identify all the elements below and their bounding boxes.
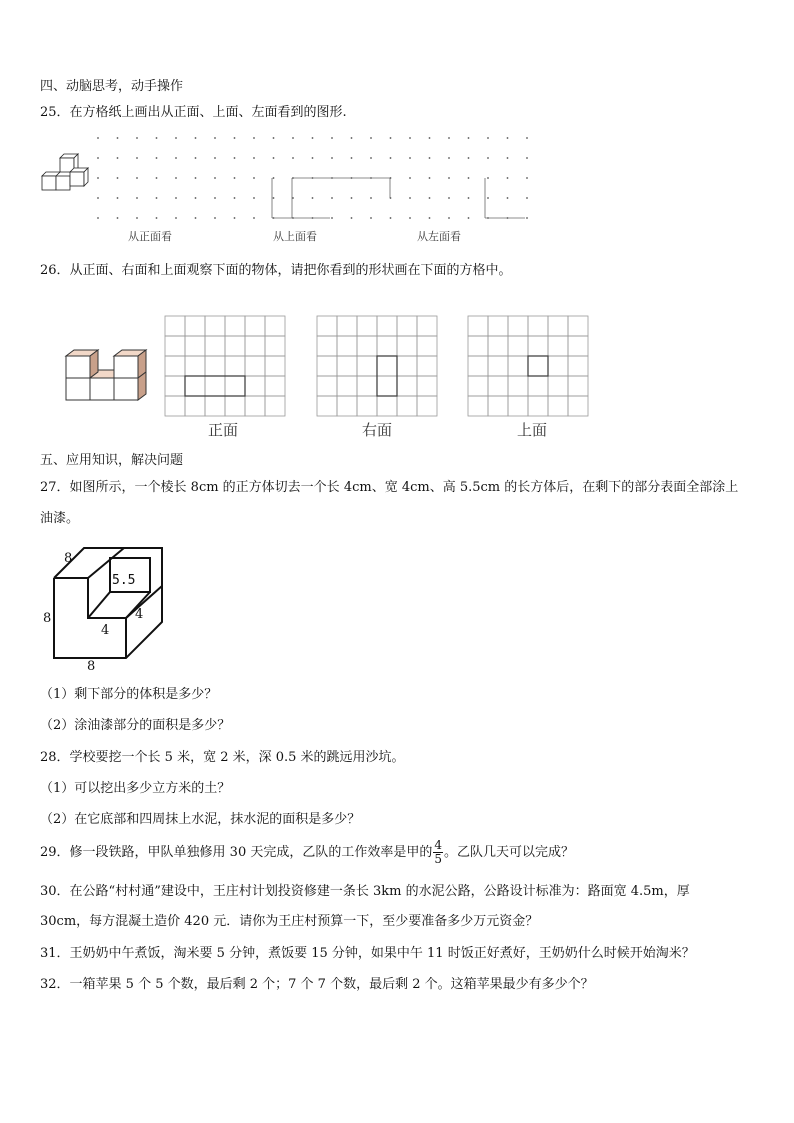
grid-cell [337,396,357,416]
grid-cell [568,336,588,356]
grid-dot [117,137,119,139]
q26-grid-top [468,316,588,416]
q26-caption-right: 右面 [362,421,393,439]
question-32: 32．一箱苹果 5 个 5 个数，最后剩 2 个；7 个 7 个数，最后剩 2 个。这箱苹果最少有多少个？ [40,977,594,992]
grid-cell [265,396,285,416]
q27-label-inner-height: 5.5 [112,573,136,588]
q27-cube-figure [40,542,180,672]
grid-dot [409,217,411,219]
grid-cell [488,396,508,416]
grid-cell [417,356,437,376]
grid-cell [397,316,417,336]
grid-dot [234,217,236,219]
grid-cell [417,336,437,356]
grid-dot [370,217,372,219]
grid-cell [317,316,337,336]
q27-label-inner-width: 4 [101,623,110,638]
grid-cell [548,376,568,396]
q25-caption-left: 从左面看 [417,230,461,243]
grid-cell [377,336,397,356]
grid-dot [468,217,470,219]
grid-cell [225,316,245,336]
grid-cell [568,376,588,396]
grid-cell [417,376,437,396]
grid-dot [351,157,353,159]
grid-dot [156,177,158,179]
grid-dot [448,137,450,139]
q27-label-inner-depth: 4 [135,607,144,622]
grid-cell [165,356,185,376]
grid-cell [508,316,528,336]
grid-mark [528,356,548,376]
grid-mark [185,376,245,396]
grid-dot [331,197,333,199]
grid-dot [312,197,314,199]
grid-cell [317,356,337,376]
grid-cell [265,316,285,336]
q26-figure [60,308,620,443]
grid-dot [448,177,450,179]
grid-dot [253,177,255,179]
grid-cell [185,356,205,376]
grid-dot [526,197,528,199]
grid-dot [370,157,372,159]
question-31: 31．王奶奶中午煮饭，淘米要 5 分钟，煮饭要 15 分钟，如果中午 11 时饭正好煮好，王奶奶什么时候开始淘米？ [40,946,695,961]
grid-cell [377,376,397,396]
question-25: 25．在方格纸上画出从正面、上面、左面看到的图形. [40,105,347,120]
grid-cell [508,356,528,376]
question-27-line2: 油漆。 [40,511,80,526]
question-27-line1: 27．如图所示，一个棱长 8cm 的正方体切去一个长 4cm、宽 4cm、高 5.5cm 的长方体后，在剩下的部分表面全部涂上 [40,480,739,495]
grid-cell [357,356,377,376]
grid-dot [429,137,431,139]
grid-dot [214,137,216,139]
grid-dot [292,137,294,139]
q27-label-left: 8 [43,611,52,626]
grid-cell [488,336,508,356]
grid-cell [357,336,377,356]
grid-dot [156,137,158,139]
grid-cell [488,316,508,336]
grid-dot [214,157,216,159]
grid-dot [507,177,509,179]
grid-cell [165,376,185,396]
question-29 [40,838,574,868]
grid-dot [156,217,158,219]
grid-dot [273,157,275,159]
question-27-sub1: （1）剩下部分的体积是多少？ [40,687,218,702]
grid-dot [468,197,470,199]
grid-cell [397,336,417,356]
grid-dot [97,137,99,139]
grid-dot [253,197,255,199]
grid-cell [245,336,265,356]
grid-dot [117,177,119,179]
grid-dot [195,137,197,139]
grid-cell [185,316,205,336]
grid-dot [526,137,528,139]
q26-caption-front: 正面 [208,421,239,439]
q25-caption-top: 从上面看 [273,230,317,243]
grid-dot [448,157,450,159]
q25-grid-marks [272,178,525,218]
fraction-four-fifths: $\frac{4}{5}$ [434,838,442,866]
question-28: 28．学校要挖一个长 5 米，宽 2 米，深 0.5 米的跳远用沙坑。 [40,750,405,765]
grid-cell [377,396,397,416]
q26-caption-top: 上面 [517,421,548,439]
grid-dot [273,177,275,179]
grid-cell [225,376,245,396]
grid-dot [351,197,353,199]
grid-dot [136,137,138,139]
grid-dot [292,157,294,159]
grid-cell [225,396,245,416]
grid-cell [377,356,397,376]
grid-dot [390,157,392,159]
grid-cell [205,396,225,416]
grid-cell [468,396,488,416]
grid-cell [488,376,508,396]
grid-cell [548,316,568,336]
grid-dot [97,157,99,159]
grid-dot [273,137,275,139]
grid-cell [568,396,588,416]
section-5-heading: 五、应用知识，解决问题 [40,453,184,468]
grid-dot [273,197,275,199]
grid-dot [487,157,489,159]
q26-block-object [66,350,146,400]
grid-dot [507,157,509,159]
grid-dot [409,197,411,199]
grid-cell [357,316,377,336]
grid-dot [487,197,489,199]
grid-dot [214,197,216,199]
grid-dot [175,197,177,199]
grid-dot [117,157,119,159]
grid-dot [175,137,177,139]
grid-dot [429,197,431,199]
grid-cell [488,356,508,376]
grid-dot [97,217,99,219]
grid-cell [337,336,357,356]
grid-dot [234,157,236,159]
grid-dot [429,217,431,219]
grid-cell [548,396,568,416]
grid-dot [136,177,138,179]
grid-cell [528,356,548,376]
grid-cell [185,336,205,356]
grid-dot [253,137,255,139]
grid-dot [370,137,372,139]
grid-dot [409,157,411,159]
grid-dot [234,137,236,139]
grid-cell [468,376,488,396]
grid-dot [195,177,197,179]
grid-dot [526,217,528,219]
grid-dot [175,217,177,219]
grid-cell [397,396,417,416]
grid-dot [526,177,528,179]
q26-grid-right [317,316,437,416]
question-29-text-before: 29．修一段铁路，甲队单独修用 30 天完成，乙队的工作效率是甲的 [40,845,433,860]
grid-cell [265,376,285,396]
grid-dot [175,157,177,159]
grid-dot [390,217,392,219]
grid-dot [409,177,411,179]
grid-cell [528,336,548,356]
grid-dot [117,217,119,219]
grid-dot [136,157,138,159]
grid-cell [568,316,588,336]
question-28-sub2: （2）在它底部和四周抹上水泥，抹水泥的面积是多少？ [40,812,361,827]
question-30-line2: 30cm，每方混凝土造价 420 元．请你为王庄村预算一下，至少要准备多少万元资金？ [40,914,539,929]
grid-cell [397,356,417,376]
grid-dot [526,157,528,159]
grid-dot [370,197,372,199]
grid-cell [468,356,488,376]
grid-cell [165,316,185,336]
section-4-heading: 四、动脑思考，动手操作 [40,79,184,94]
grid-dot [195,197,197,199]
grid-cell [337,316,357,336]
grid-cell [357,376,377,396]
grid-cell [265,356,285,376]
grid-cell [417,316,437,336]
grid-dot [429,157,431,159]
grid-dot [468,137,470,139]
grid-dot [487,177,489,179]
grid-cell [205,376,225,396]
q26-grid-front [165,316,285,416]
grid-cell [205,316,225,336]
grid-cell [245,356,265,376]
grid-cell [245,396,265,416]
grid-cell [245,376,265,396]
grid-dot [175,177,177,179]
grid-dot [234,177,236,179]
grid-cell [417,396,437,416]
grid-cell [528,396,548,416]
grid-dot [448,197,450,199]
grid-cell [165,336,185,356]
grid-dot [507,197,509,199]
grid-dot [468,177,470,179]
grid-dot [351,217,353,219]
grid-cell [468,316,488,336]
grid-cell [548,336,568,356]
grid-cell [397,376,417,396]
grid-dot [136,197,138,199]
grid-cell [508,376,528,396]
grid-cell [225,336,245,356]
grid-cell [548,356,568,376]
q25-cube-model [42,154,88,190]
grid-dot [351,137,353,139]
grid-dot [195,217,197,219]
q27-label-top: 8 [64,551,73,566]
grid-dot [195,157,197,159]
grid-cell [528,316,548,336]
grid-cell [205,356,225,376]
grid-cell [528,376,548,396]
question-26: 26．从正面、右面和上面观察下面的物体，请把你看到的形状画在下面的方格中。 [40,263,512,278]
grid-dot [97,197,99,199]
grid-cell [185,396,205,416]
grid-dot [429,177,431,179]
grid-dot [448,217,450,219]
grid-dot [156,157,158,159]
q25-figure [40,128,560,248]
grid-dot [331,217,333,219]
grid-cell [377,316,397,336]
grid-cell [205,336,225,356]
grid-cell [337,356,357,376]
grid-dot [253,217,255,219]
grid-cell [317,376,337,396]
grid-dot [117,197,119,199]
grid-cell [245,316,265,336]
grid-dot [312,157,314,159]
question-28-sub1: （1）可以挖出多少立方米的土？ [40,781,231,796]
grid-dot [136,217,138,219]
grid-cell [508,396,528,416]
grid-dot [409,137,411,139]
q27-label-bottom: 8 [87,659,96,672]
grid-dot [468,157,470,159]
grid-cell [468,336,488,356]
grid-cell [317,336,337,356]
grid-dot [390,137,392,139]
grid-cell [317,396,337,416]
question-27-sub2: （2）涂油漆部分的面积是多少？ [40,718,231,733]
grid-dot [214,177,216,179]
grid-cell [165,396,185,416]
question-29-text-after: 。乙队几天可以完成？ [444,845,575,860]
grid-cell [508,336,528,356]
grid-cell [225,356,245,376]
grid-cell [185,376,205,396]
grid-dot [156,197,158,199]
grid-dot [507,137,509,139]
grid-cell [357,396,377,416]
grid-dot [97,177,99,179]
grid-dot [331,137,333,139]
grid-dot [331,157,333,159]
grid-dot [234,197,236,199]
grid-dot [214,217,216,219]
q25-caption-front: 从正面看 [128,230,172,243]
grid-cell [337,376,357,396]
grid-dot [487,137,489,139]
grid-dot [312,137,314,139]
question-30-line1: 30．在公路“村村通”建设中，王庄村计划投资修建一条长 3km 的水泥公路，公路设计标准为：路面宽 4.5m，厚 [40,884,690,899]
grid-cell [568,356,588,376]
grid-cell [265,336,285,356]
grid-dot [253,157,255,159]
